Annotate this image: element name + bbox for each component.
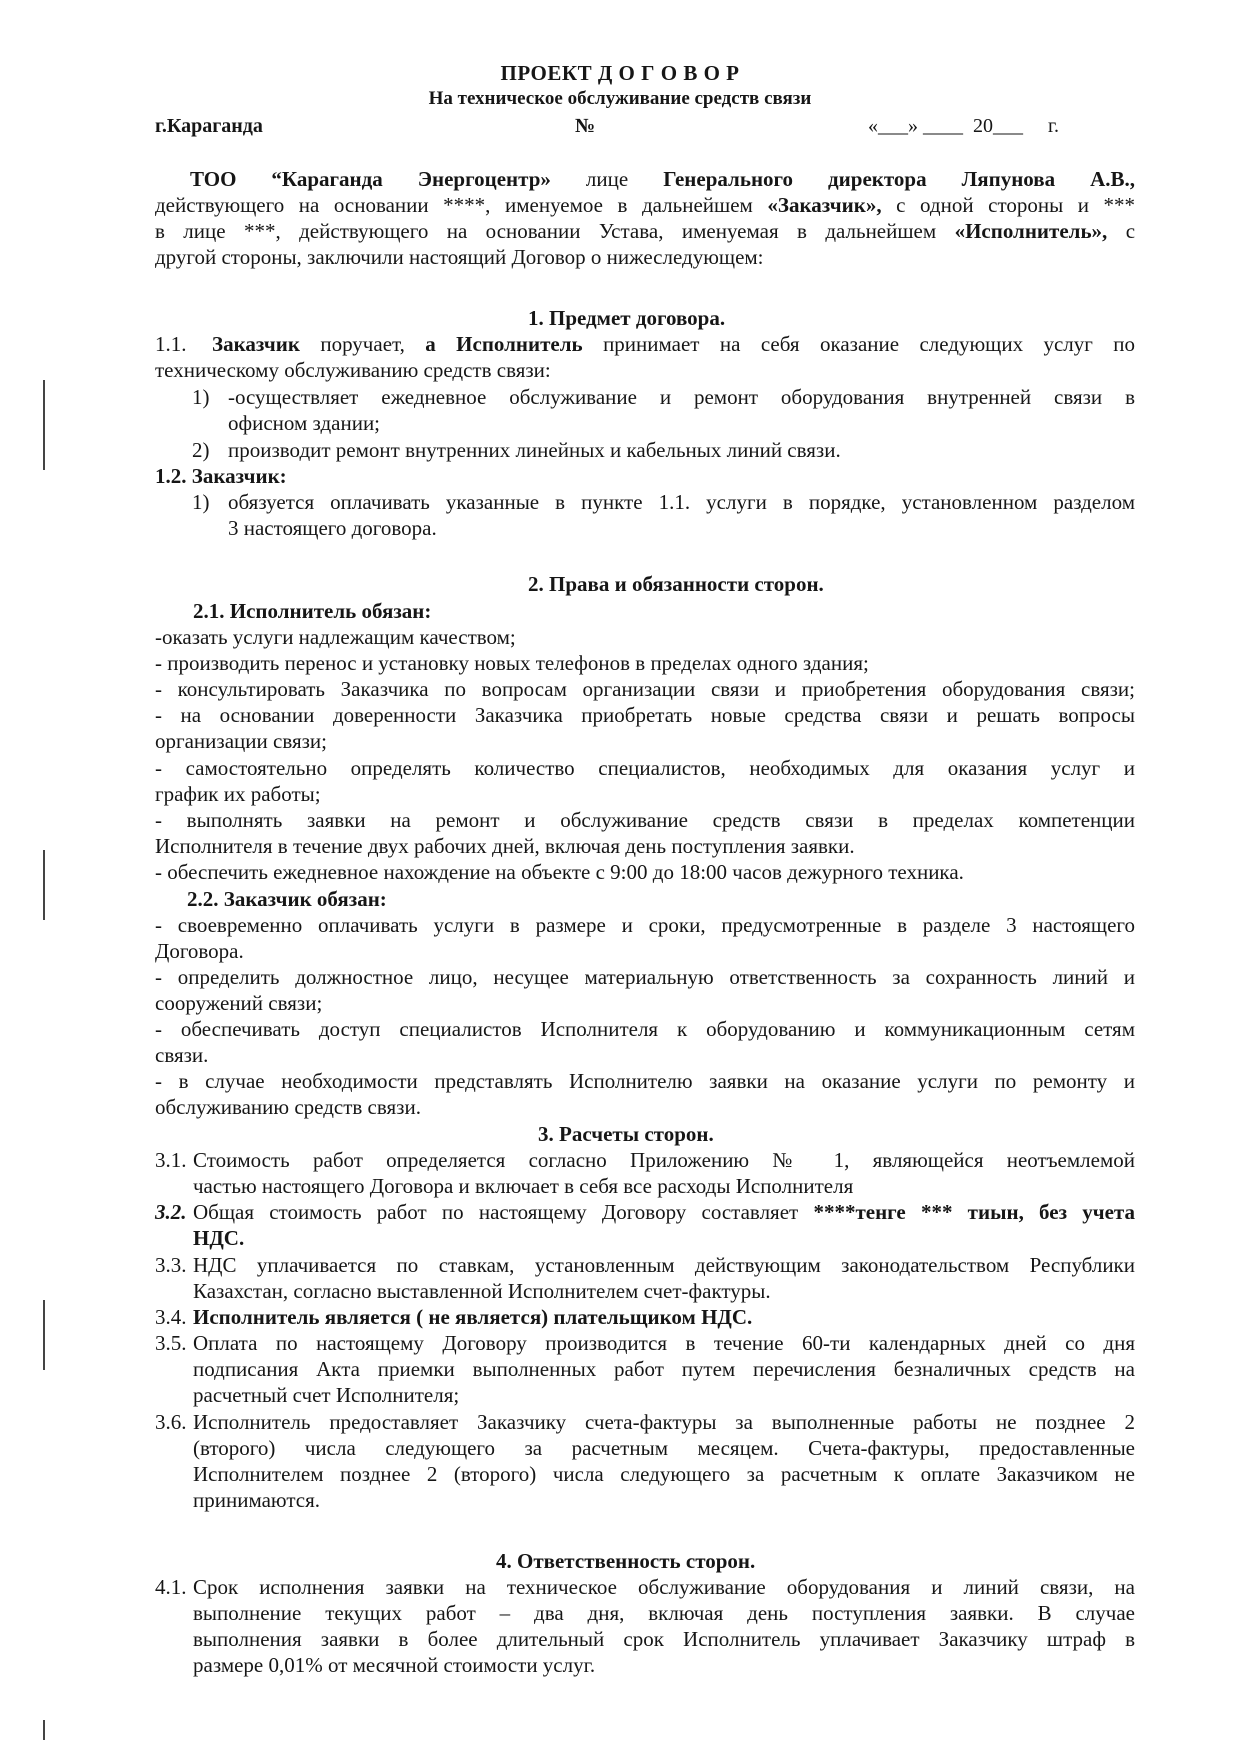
contractor-duty-1: -оказать услуги надлежащим качеством; (155, 625, 516, 649)
clause-1-1-line-1 (212, 331, 1135, 357)
customer-term: Заказчик (212, 332, 300, 356)
clause-4-1-line-3: выполнения заявки в более длительный срок Исполнитель уплачивает Заказчику штраф в (193, 1627, 1135, 1651)
preamble-line-4: другой стороны, заключили настоящий Договор о нижеследующем: (155, 245, 764, 269)
preamble-line-1 (190, 166, 1135, 192)
clause-1-2: 1.2. Заказчик: (155, 464, 287, 488)
date-close: » (908, 115, 918, 137)
clause-2-1-heading: 2.1. Исполнитель обязан: (193, 599, 432, 623)
section-2-heading: 2. Права и обязанности сторон. (528, 572, 824, 596)
director-role: Генерального директора (663, 167, 927, 191)
contractor-duty-6-line-2: Исполнителя в течение двух рабочих дней, включая день поступления заявки. (155, 834, 855, 858)
section-4-heading: 4. Ответственность сторон. (496, 1549, 756, 1573)
clause-text: принимает на себя оказание следующих услуг по (603, 332, 1136, 356)
clause-4-1-line-2: выполнение текущих работ – два дня, включая день поступления заявки. В случае (193, 1601, 1135, 1625)
clause-3-5-number: 3.5. (155, 1331, 187, 1355)
contractor-duty-3: - консультировать Заказчика по вопросам организации связи и приобретения оборудования связи; (155, 677, 1135, 701)
clause-3-2-line-2: НДС. (193, 1226, 245, 1250)
clause-3-6-number: 3.6. (155, 1410, 187, 1434)
preamble-text: с (1125, 219, 1136, 243)
preamble-text: с одной стороны и *** (896, 193, 1136, 217)
customer-term: «Заказчик», (767, 193, 882, 217)
preamble-text: лице (585, 167, 629, 191)
customer-duty-4-line-1: - в случае необходимости представлять Исполнителю заявки на оказание услуги по ремонту и (155, 1069, 1135, 1093)
contractor-term: а Исполнитель (425, 332, 583, 356)
clause-3-5-line-2: подписания Акта приемки выполненных работ путем перечисления безналичных средств на (193, 1357, 1135, 1381)
clause-3-6-line-4: принимаются. (193, 1488, 320, 1512)
clause-4-1-line-1: Срок исполнения заявки на техническое обслуживание оборудования и линий связи, на (193, 1575, 1135, 1599)
customer-duty-2-line-2: сооружений связи; (155, 991, 323, 1015)
clause-3-1-number: 3.1. (155, 1148, 187, 1172)
city: г.Караганда (155, 115, 263, 137)
clause-3-4-number: 3.4. (155, 1305, 187, 1329)
clause-3-6-line-2: (второго) числа следующего за расчетным месяцем. Счета-фактуры, предоставленные (193, 1436, 1135, 1460)
clause-4-1-line-4: размере 0,01% от месячной стоимости услуг. (193, 1653, 596, 1677)
contract-number-label: № (575, 115, 596, 137)
date-blank-month: ____ (923, 115, 963, 137)
document-title: ПРОЕКТ Д О Г О В О Р (500, 61, 740, 85)
section-3-heading: 3. Расчеты сторон. (538, 1122, 714, 1146)
contractor-duty-2: - производить перенос и установку новых телефонов в пределах одного здания; (155, 651, 869, 675)
customer-duty-1-line-1: - своевременно оплачивать услуги в размере и сроки, предусмотренные в разделе 3 настоящего (155, 913, 1135, 937)
director-name: Ляпунова А.В., (961, 167, 1136, 191)
item-2-line-1: производит ремонт внутренних линейных и кабельных линий связи. (228, 438, 841, 462)
clause-text: Общая стоимость работ по настоящему Договору составляет (193, 1200, 799, 1224)
clause-3-3-line-2: Казахстан, согласно выставленной Исполнителем счет-фактуры. (193, 1279, 771, 1303)
contractor-duty-5-line-2: график их работы; (155, 782, 321, 806)
scan-margin-mark (43, 380, 45, 470)
clause-3-2-number: 3.2. (155, 1200, 187, 1224)
date-open: « (868, 115, 878, 137)
contract-date (868, 113, 1059, 139)
clause-3-2-line-1 (193, 1199, 1135, 1225)
clause-2-2-heading: 2.2. Заказчик обязан: (187, 887, 387, 911)
preamble-text: действующего на основании ****, именуемое в дальнейшем (155, 193, 753, 217)
preamble-line-3 (155, 218, 1135, 244)
contractor-term: «Исполнитель», (954, 219, 1108, 243)
scan-margin-mark (43, 850, 45, 920)
customer-duty-1-line-2: Договора. (155, 939, 244, 963)
clause-3-1-line-2: частью настоящего Договора и включает в себя все расходы Исполнителя (193, 1174, 854, 1198)
document-subtitle: На техническое обслуживание средств связи (428, 88, 812, 109)
contractor-duty-7: - обеспечить ежедневное нахождение на объекте с 9:00 до 18:00 часов дежурного техника. (155, 860, 964, 884)
item-1-line-2: офисном здании; (228, 411, 381, 435)
item-j1-number: 1) (192, 490, 210, 514)
clause-1-1-line-2: техническому обслуживанию средств связи: (155, 358, 551, 382)
section-1-heading: 1. Предмет договора. (528, 306, 726, 330)
scan-margin-mark (43, 1720, 45, 1740)
contractor-duty-5-line-1: - самостоятельно определять количество специалистов, необходимых для оказания услуг и (155, 756, 1135, 780)
clause-3-6-line-3: Исполнителем позднее 2 (второго) числа следующего за расчетным к оплате Заказчиком не (193, 1462, 1135, 1486)
preamble-text: в лице ***, действующего на основании Устава, именуемая в дальнейшем (155, 219, 937, 243)
scan-margin-mark (43, 1300, 45, 1370)
clause-4-1-number: 4.1. (155, 1575, 187, 1599)
clause-3-1-line-1: Стоимость работ определяется согласно Приложению № 1, являющейся неотъемлемой (193, 1148, 1135, 1172)
customer-duty-3-line-1: - обеспечивать доступ специалистов Исполнителя к оборудованию и коммуникационным сетям (155, 1017, 1135, 1041)
contract-amount: ****тенге *** тиын, без учета (813, 1200, 1135, 1224)
item-1-number: 1) (192, 385, 210, 409)
customer-duty-3-line-2: связи. (155, 1043, 209, 1067)
preamble-line-2 (155, 192, 1135, 218)
clause-text: поручает, (320, 332, 405, 356)
customer-duty-4-line-2: обслуживанию средств связи. (155, 1095, 421, 1119)
item-j1-line-1: обязуется оплачивать указанные в пункте 1.1. услуги в порядке, установленном разделом (228, 490, 1135, 514)
item-2-number: 2) (192, 438, 210, 462)
contractor-duty-4-line-1: - на основании доверенности Заказчика приобретать новые средства связи и решать вопросы (155, 703, 1135, 727)
clause-3-3-line-1: НДС уплачивается по ставкам, установленным действующим законодательством Республики (193, 1253, 1135, 1277)
date-blank-day: ___ (878, 115, 908, 137)
contractor-duty-6-line-1: - выполнять заявки на ремонт и обслуживание средств связи в пределах компетенции (155, 808, 1135, 832)
customer-duty-2-line-1: - определить должностное лицо, несущее материальную ответственность за сохранность линий и (155, 965, 1135, 989)
clause-1-1-number: 1.1. (155, 332, 187, 356)
item-1-line-1: -осуществляет ежедневное обслуживание и ремонт оборудования внутренней связи в (228, 385, 1135, 409)
clause-3-6-line-1: Исполнитель предоставляет Заказчику счета-фактуры за выполненные работы не позднее 2 (193, 1410, 1135, 1434)
clause-3-3-number: 3.3. (155, 1253, 187, 1277)
contractor-duty-4-line-2: организации связи; (155, 729, 327, 753)
customer-org: ТОО “Караганда Энергоцентр» (190, 167, 551, 191)
clause-3-5-line-3: расчетный счет Исполнителя; (193, 1383, 460, 1407)
date-year: 20___ (973, 115, 1023, 137)
clause-3-4: Исполнитель является ( не является) плательщиком НДС. (193, 1305, 753, 1329)
item-j1-line-2: 3 настоящего договора. (228, 516, 437, 540)
date-year-suffix: г. (1048, 115, 1059, 137)
clause-3-5-line-1: Оплата по настоящему Договору производится в течение 60-ти календарных дней со дня (193, 1331, 1135, 1355)
